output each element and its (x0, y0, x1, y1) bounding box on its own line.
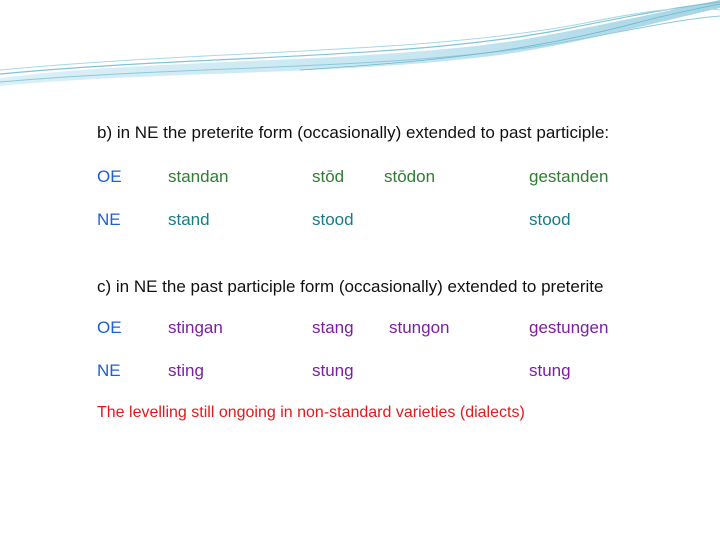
row-c2-preterite: stung (312, 361, 354, 380)
row-c1-preterite-sg: stang (312, 318, 354, 337)
row-c2-infinitive: sting (168, 361, 204, 380)
row-b2-past-participle: stood (529, 210, 571, 229)
decorative-swoosh-graphic (0, 0, 720, 90)
row-b1-infinitive: standan (168, 167, 229, 186)
row-b2-preterite: stood (312, 210, 354, 229)
row-b1-past-participle: gestanden (529, 167, 609, 186)
section-c-heading: c) in NE the past participle form (occasionally) extended to preterite (97, 277, 604, 296)
row-b1-preterite-sg: stōd (312, 167, 345, 186)
levelling-note: The levelling still ongoing in non-standard varieties (dialects) (97, 404, 525, 421)
row-c1-preterite-pl: stungon (389, 318, 450, 337)
row-b2-infinitive: stand (168, 210, 210, 229)
section-b-heading: b) in NE the preterite form (occasionally) extended to past participle: (97, 123, 610, 142)
row-c2-label: NE (97, 361, 121, 380)
row-c2-past-participle: stung (529, 361, 571, 380)
row-b2-label: NE (97, 210, 121, 229)
row-c1-past-participle: gestungen (529, 318, 609, 337)
row-c1-infinitive: stingan (168, 318, 223, 337)
row-b1-preterite-pl: stōdon (384, 167, 436, 186)
row-b1-label: OE (97, 167, 122, 186)
row-c1-label: OE (97, 318, 122, 337)
